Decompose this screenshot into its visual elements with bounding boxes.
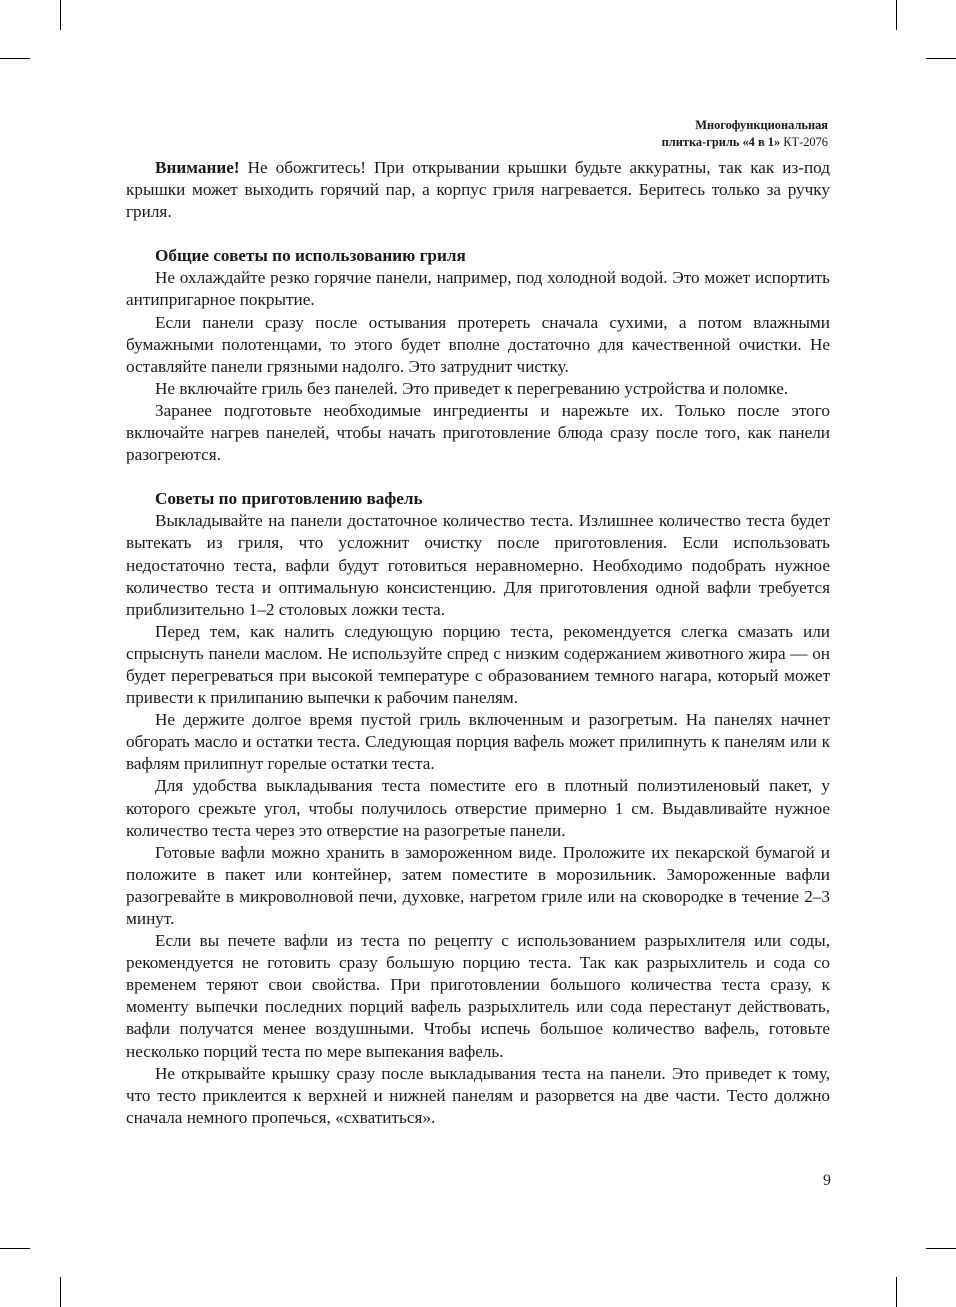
warning-label: Внимание! [155,158,240,177]
crop-mark-top-right [896,0,897,30]
waffles-paragraph: Не держите долгое время пустой гриль включенным и разогретым. На панелях начнет обгорать масло и остатки теста. Следующая порция вафель может прилипнуть к панелям или к вафлям прилипнут горелые остатки теста. [126,710,830,774]
crop-mark-bottom-right [896,1277,897,1307]
header-title: Многофункциональная [695,118,828,132]
waffles-paragraph: Выкладывайте на панели достаточное количество теста. Излишнее количество теста будет вытекать из гриля, что усложнит очистку после приготовления. Если использовать недостаточно теста, вафли будут готовиться неравномерно. Необходимо подобрать нужное количество теста и оптимальную консистенцию. Для приготовления одной вафли требуется приблизительно 1–2 столовых ложки теста. [126,511,830,619]
waffles-paragraph: Если вы печете вафли из теста по рецепту с использованием разрыхлителя или соды, рекомендуется не готовить сразу большую порцию теста. Так как разрыхлитель и сода со временем теряют свои свойства. При приготовлении большого количества теста сразу, к моменту выпечки последних порций вафель разрыхлитель или сода перестанут действовать, вафли получатся менее воздушными. Чтобы испечь большое количество вафель, готовьте несколько порций теста по мере выпекания вафель. [126,931,830,1061]
page-content [126,157,830,1129]
section-heading-general: Общие советы по использованию гриля [155,246,466,266]
running-header [662,117,828,151]
general-paragraph: Не включайте гриль без панелей. Это приведет к перегреванию устройства и поломке. [155,378,789,398]
warning-text: Не обожгитесь! При открывании крышки будьте аккуратны, так как из-под крышки может выходить горячий пар, а корпус гриля нагревается. Беритесь только за ручку гриля. [126,158,830,222]
waffles-paragraph: Готовые вафли можно хранить в замороженном виде. Проложите их пекарской бумагой и положите в пакет или контейнер, затем поместите в морозильник. Замороженные вафли разогревайте в микроволновой печи, духовке, нагретом гриле или на сковородке в течение 2–3 минут. [126,842,830,928]
section-heading-waffles: Советы по приготовлению вафель [155,489,423,509]
page-number: 9 [823,1172,831,1189]
waffles-paragraph: Не открывайте крышку сразу после выкладывания теста на панели. Это приведет к тому, что тесто приклеится к верхней и нижней панелям и разорвется на две части. Тесто должно сначала немного пропечься, «схватиться». [126,1063,830,1127]
crop-mark-bottom-left [60,1277,61,1307]
crop-mark-left-top [0,58,30,59]
general-paragraph: Заранее подготовьте необходимые ингредиенты и нарежьте их. Только после этого включайте нагрев панелей, чтобы начать приготовление блюда сразу после того, как панели разогреются. [126,400,830,465]
crop-mark-top-left [60,0,61,30]
warning-paragraph [126,157,830,223]
crop-mark-right-top [926,58,956,59]
header-model: КТ-2076 [780,135,828,149]
waffles-paragraph: Перед тем, как налить следующую порцию теста, рекомендуется слегка смазать или спрыснуть панели маслом. Не используйте спред с низким содержанием животного жира — он будет перегреваться при высокой температуре с образованием темного нагара, который может привести к прилипанию выпечки к рабочим панелям. [126,621,830,708]
crop-mark-right-bottom [926,1248,956,1249]
waffles-paragraph: Для удобства выкладывания теста поместите его в плотный полиэтиленовый пакет, у которого срежьте угол, чтобы получилось отверстие примерно 1 см. Выдавливайте нужное количество теста через это отверстие на разогретые панели. [126,776,830,840]
crop-mark-left-bottom [0,1248,30,1249]
general-paragraph: Если панели сразу после остывания протереть сначала сухими, а потом влажными бумажными полотенцами, то этого будет вполне достаточно для качественной очистки. Не оставляйте панели грязными надолго. Это затруднит чистку. [126,312,830,376]
header-product: плитка-гриль «4 в 1» [661,135,781,149]
general-paragraph: Не охлаждайте резко горячие панели, например, под холодной водой. Это может испортить антипригарное покрытие. [126,268,830,310]
